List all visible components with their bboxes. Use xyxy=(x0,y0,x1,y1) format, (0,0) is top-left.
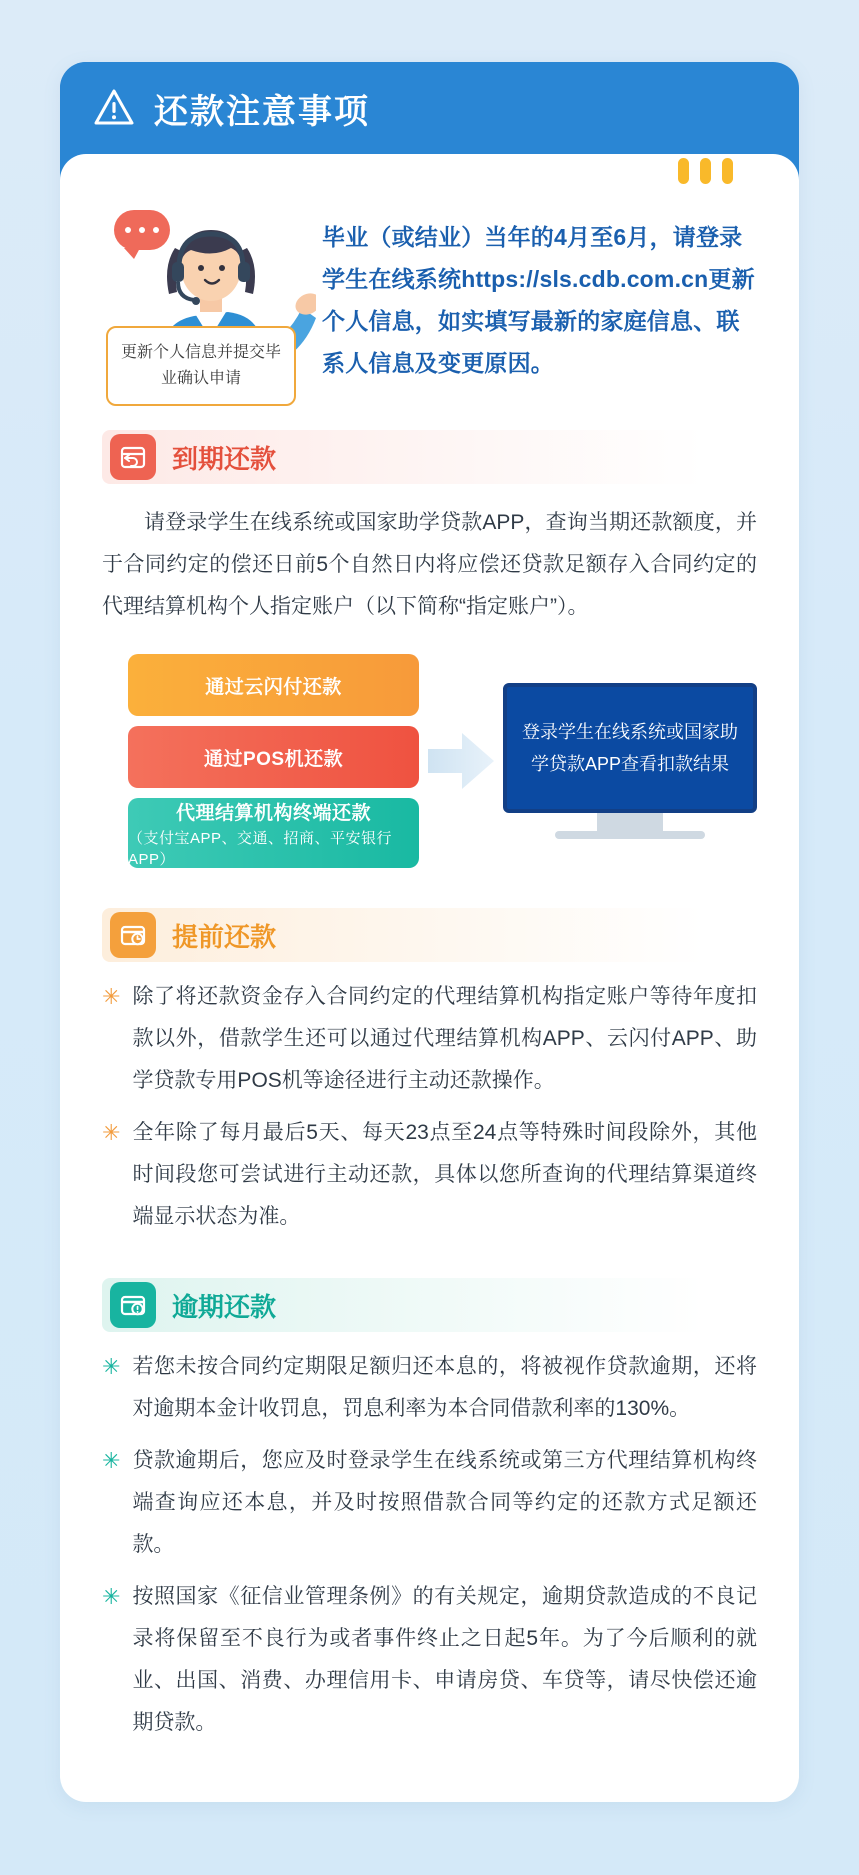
list-item xyxy=(102,1112,757,1238)
speech-bubble-icon xyxy=(114,210,170,250)
bullet-dot-icon: ✳ xyxy=(102,1584,121,1609)
right-arrow-icon xyxy=(419,729,503,793)
card-clock-icon xyxy=(110,912,156,958)
warning-triangle-icon xyxy=(94,88,134,128)
decor-dots xyxy=(678,158,733,184)
avatar xyxy=(102,200,316,390)
bullet-text: 全年除了每月最后5天、每天23点至24点等特殊时间段除外，其他时间段您可尝试进行主动还款，具体以您所查询的代理结算渠道终端显示状态为准。 xyxy=(132,1121,757,1228)
content-card xyxy=(60,62,799,1802)
section-title: 提前还款 xyxy=(172,921,277,952)
intro-block xyxy=(102,164,757,390)
monitor-stand xyxy=(597,813,663,831)
section-header-early-repayment xyxy=(102,908,757,962)
option-label: 通过云闪付还款 xyxy=(205,676,342,698)
bullet-text: 若您未按合同约定期限足额归还本息的，将被视作贷款逾期，还将对逾期本金计收罚息，罚息利率为本合同借款利率的130%。 xyxy=(132,1355,757,1420)
bullet-text: 按照国家《征信业管理条例》的有关规定，逾期贷款造成的不良记录将保留至不良行为或者事件终止之日起5年。为了今后顺利的就业、出国、消费、办理信用卡、申请房贷、车贷等，请尽快偿还逾期贷款。 xyxy=(132,1585,757,1734)
repayment-flow-diagram xyxy=(102,654,757,868)
option-sublabel: （支付宝APP、交通、招商、平安银行APP） xyxy=(128,829,393,868)
note-box: 更新个人信息并提交毕业确认申请 xyxy=(106,326,296,406)
page-title: 还款注意事项 xyxy=(154,92,370,131)
option-agent-terminal xyxy=(128,798,419,868)
monitor-base xyxy=(555,831,705,839)
card-body xyxy=(60,154,799,1800)
section-header-due-repayment xyxy=(102,430,757,484)
section-header-overdue-repayment xyxy=(102,1278,757,1332)
bullet-dot-icon: ✳ xyxy=(102,1120,121,1145)
result-monitor xyxy=(503,683,757,839)
option-label: 通过POS机还款 xyxy=(203,748,344,770)
overdue-repayment-bullets xyxy=(102,1346,757,1744)
list-item xyxy=(102,1576,757,1744)
avatar-column xyxy=(102,200,316,390)
intro-text: 毕业（或结业）当年的4月至6月，请登录学生在线系统https://sls.cdb.com.cn更新个人信息，如实填写最新的家庭信息、联系人信息及变更原因。 xyxy=(322,224,755,376)
bullet-dot-icon: ✳ xyxy=(102,1448,121,1473)
repayment-options xyxy=(128,654,419,868)
due-repayment-paragraph: 请登录学生在线系统或国家助学贷款APP，查询当期还款额度，并于合同约定的偿还日前5个自然日内将应偿还贷款足额存入合同约定的代理结算机构个人指定账户（以下简称“指定账户”）。 xyxy=(102,511,757,618)
list-item xyxy=(102,1346,757,1430)
monitor-screen-text: 登录学生在线系统或国家助学贷款APP查看扣款结果 xyxy=(503,683,757,813)
bullet-text: 除了将还款资金存入合同约定的代理结算机构指定账户等待年度扣款以外，借款学生还可以通过代理结算机构APP、云闪付APP、助学贷款专用POS机等途径进行主动还款操作。 xyxy=(132,985,757,1092)
bullet-dot-icon: ✳ xyxy=(102,1354,121,1379)
list-item xyxy=(102,1440,757,1566)
option-pos xyxy=(128,726,419,788)
section-title: 到期还款 xyxy=(172,443,277,474)
card-alert-icon xyxy=(110,1282,156,1328)
calendar-back-icon xyxy=(110,434,156,480)
bullet-text: 贷款逾期后，您应及时登录学生在线系统或第三方代理结算机构终端查询应还本息，并及时按照借款合同等约定的还款方式足额还款。 xyxy=(132,1449,757,1556)
section-title: 逾期还款 xyxy=(172,1291,277,1322)
option-label: 代理结算机构终端还款 xyxy=(176,802,372,824)
option-unionpay xyxy=(128,654,419,716)
early-repayment-bullets xyxy=(102,976,757,1238)
bullet-dot-icon: ✳ xyxy=(102,984,121,1009)
list-item xyxy=(102,976,757,1102)
